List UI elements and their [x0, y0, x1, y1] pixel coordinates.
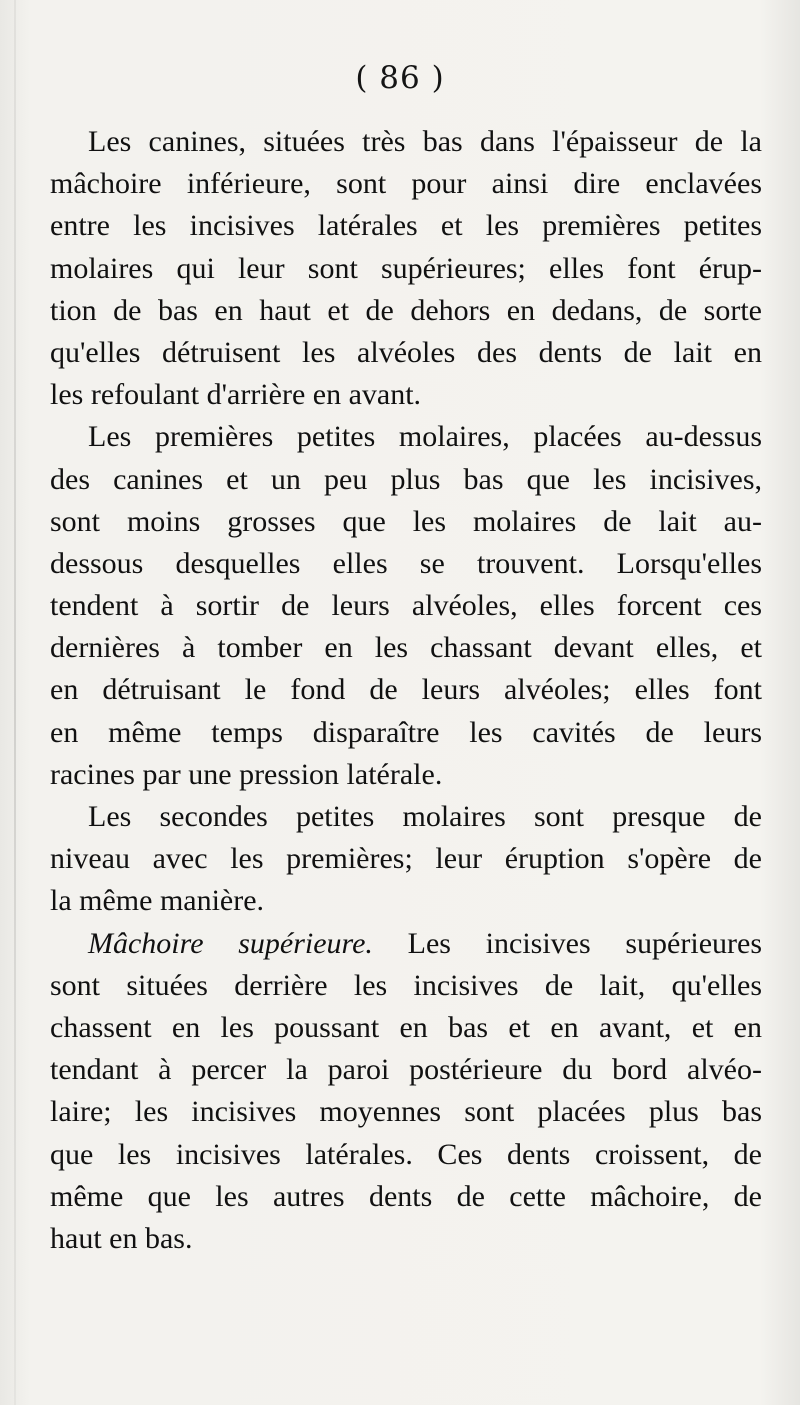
text-line: haut en bas.: [50, 1221, 193, 1255]
body-text: [50, 121, 762, 1260]
text-line: [50, 923, 762, 965]
text-line: la même manière.: [50, 884, 265, 918]
page-fold-shadow: [14, 0, 16, 1405]
text-line: en détruisant le fond de leurs alvéoles; elles font: [50, 673, 762, 707]
text-line: des canines et un peu plus bas que les incisives,: [50, 462, 762, 496]
text-line: sont moins grosses que les molaires de lait au-: [50, 504, 762, 538]
page-number: ( 86 ): [355, 60, 445, 96]
text-line: dessous desquelles elles se trouvent. Lorsqu'elles: [50, 546, 762, 580]
text-line: entre les incisives latérales et les premières petites: [50, 209, 762, 243]
text-line: laire; les incisives moyennes sont placées plus bas: [50, 1095, 762, 1129]
text-line: en même temps disparaître les cavités de leurs: [50, 715, 762, 749]
text-line: molaires qui leur sont supérieures; elles font érup-: [50, 251, 762, 285]
text-line: sont situées derrière les incisives de lait, qu'elles: [50, 968, 762, 1002]
text-line: chassent en les poussant en bas et en avant, et en: [50, 1010, 762, 1044]
text-line: même que les autres dents de cette mâchoire, de: [50, 1179, 762, 1213]
text-line: tion de bas en haut et de dehors en dedans, de sorte: [50, 293, 762, 327]
text-line: mâchoire inférieure, sont pour ainsi dire enclavées: [50, 167, 762, 201]
text-line: Les premières petites molaires, placées au-dessus: [88, 420, 762, 454]
text-line: tendent à sortir de leurs alvéoles, elles forcent ces: [50, 589, 762, 623]
text-line: niveau avec les premières; leur éruption s'opère de: [50, 842, 762, 876]
text-line: Les canines, situées très bas dans l'épaisseur de la: [88, 125, 762, 158]
text-line: qu'elles détruisent les alvéoles des dents de lait en: [50, 335, 762, 369]
text-line: que les incisives latérales. Ces dents croissent, de: [50, 1137, 762, 1171]
text-line: Les secondes petites molaires sont presque de: [88, 800, 762, 833]
section-heading: Mâchoire supérieure.: [88, 926, 373, 960]
text-line: dernières à tomber en les chassant devant elles, et: [50, 631, 762, 665]
text-line: racines par une pression latérale.: [50, 757, 443, 791]
text-line: tendant à percer la paroi postérieure du bord alvéo-: [50, 1053, 762, 1087]
text-run: Les incisives supérieures: [372, 926, 762, 960]
text-line: les refoulant d'arrière en avant.: [50, 378, 422, 412]
